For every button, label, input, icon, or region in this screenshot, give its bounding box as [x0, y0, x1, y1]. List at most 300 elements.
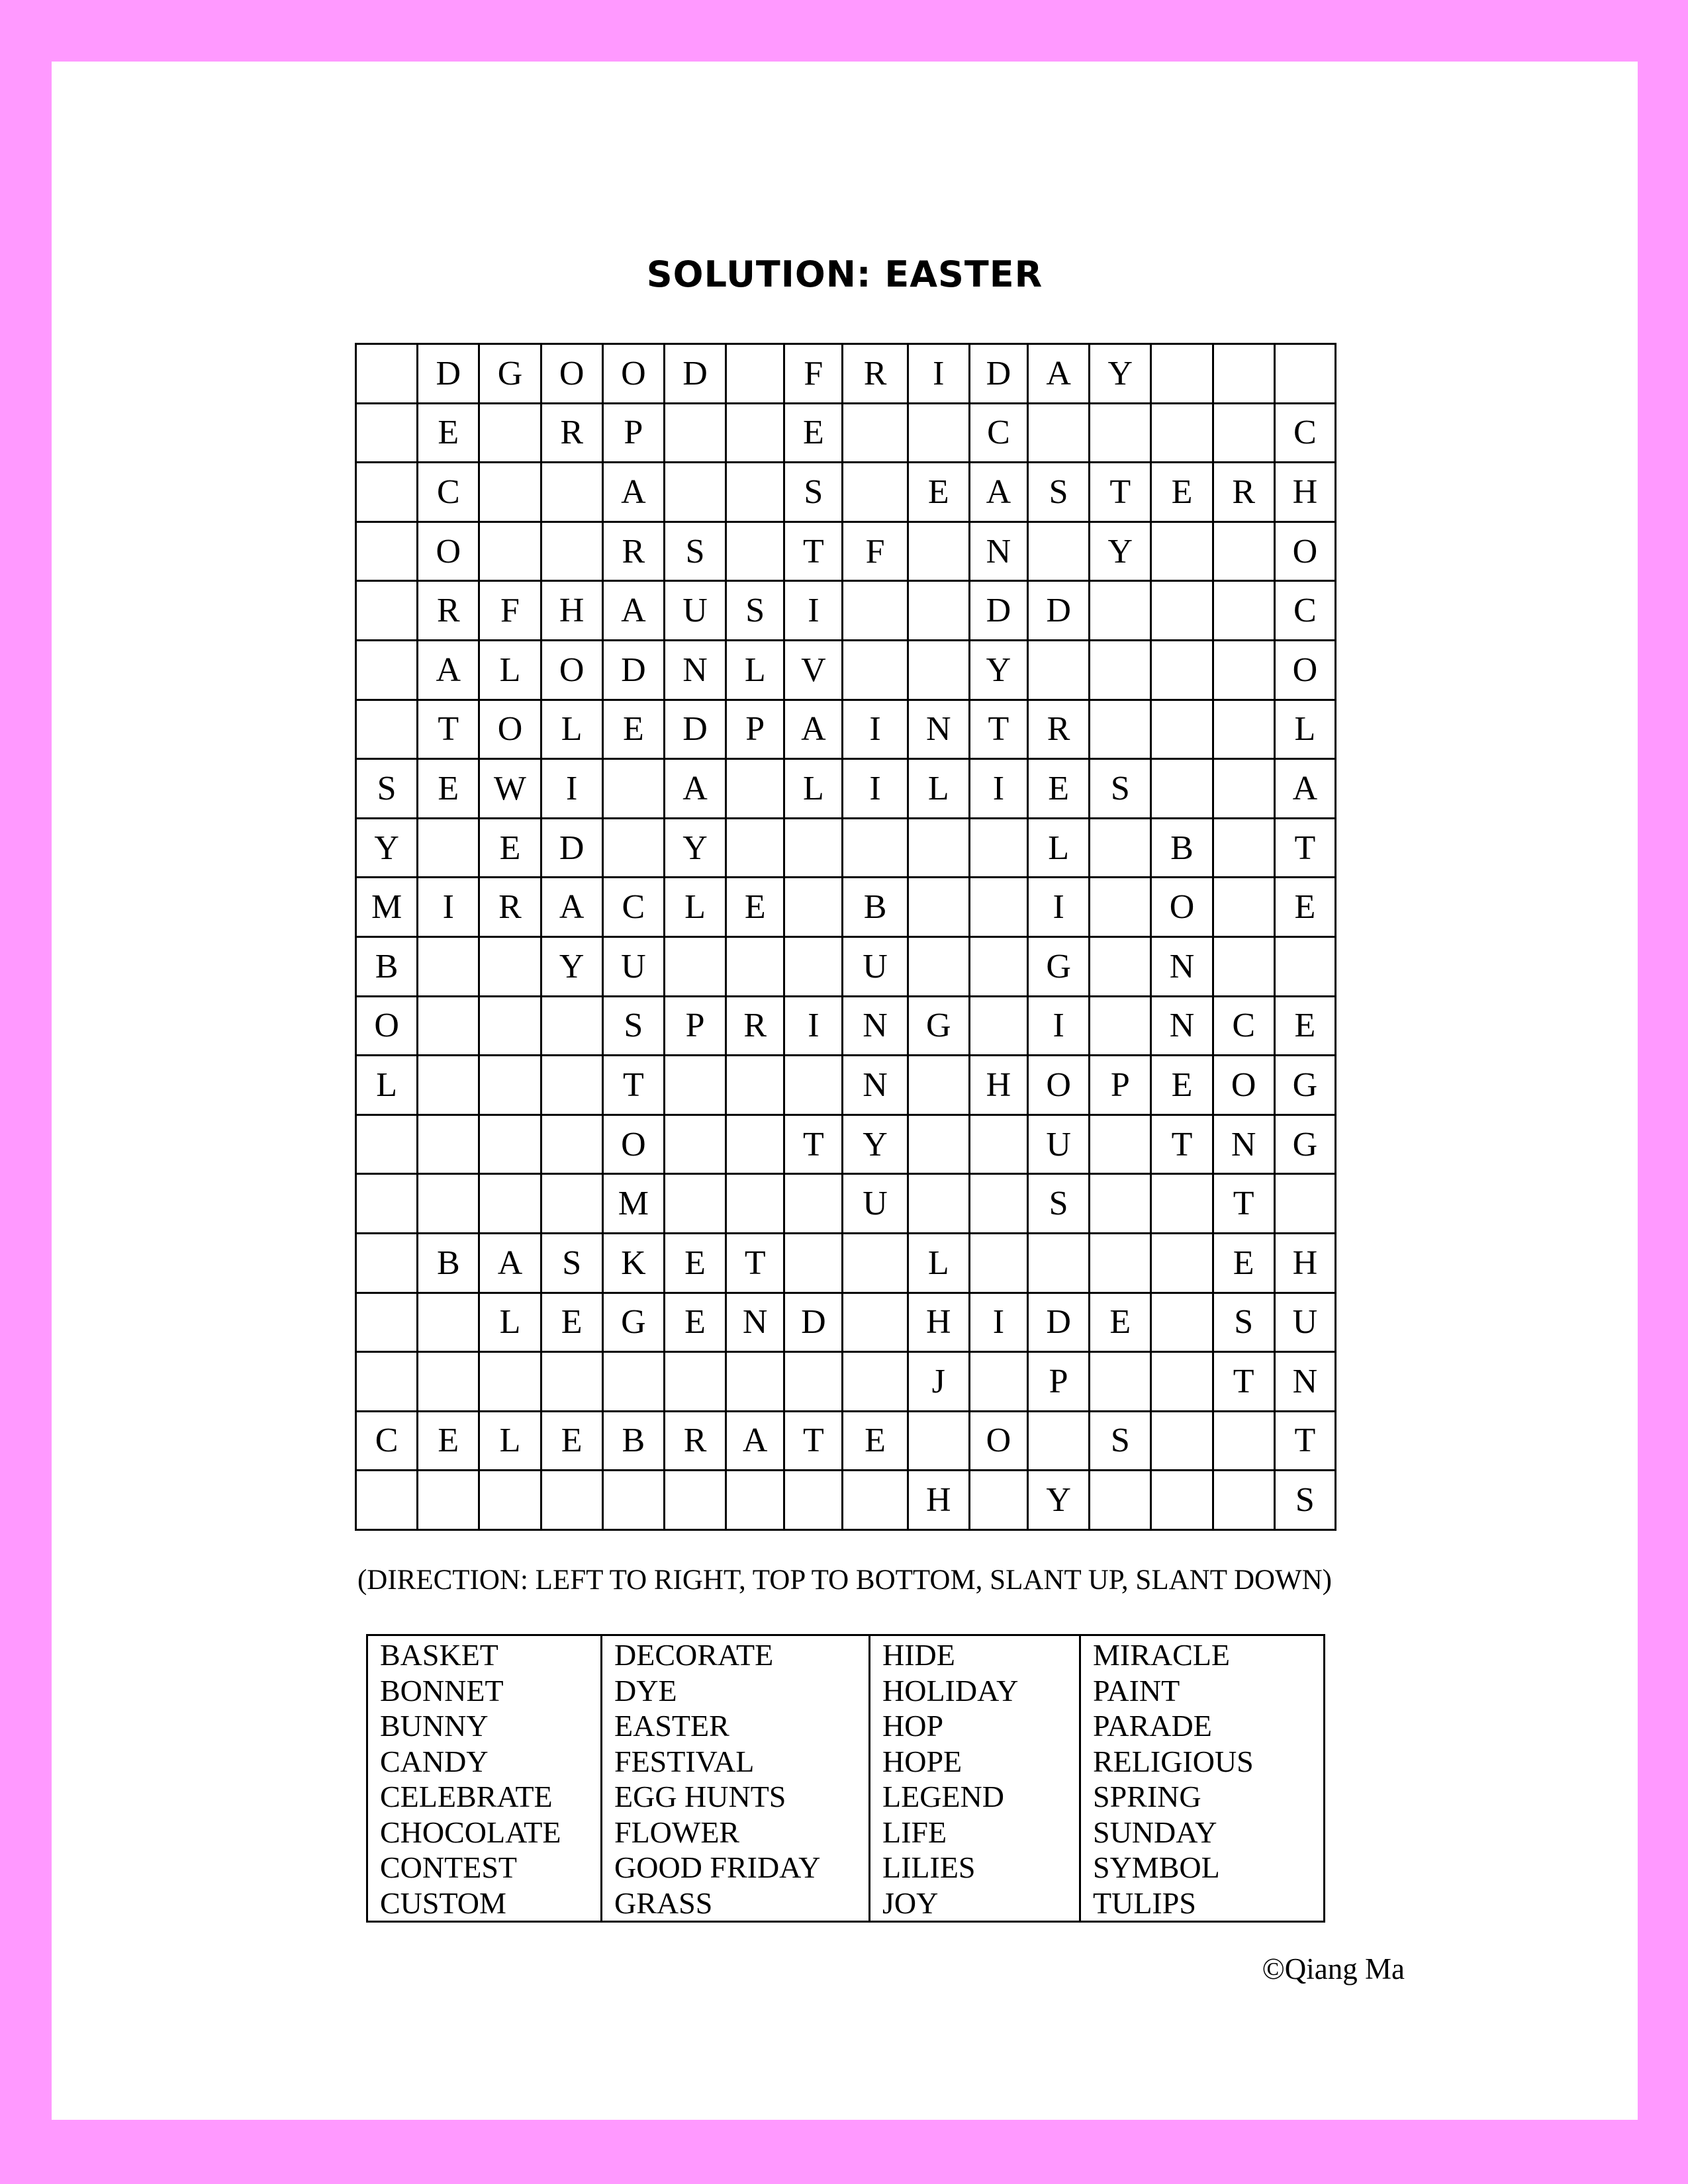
grid-cell: N — [1151, 936, 1213, 996]
grid-cell: H — [541, 581, 602, 641]
grid-cell: H — [908, 1471, 969, 1530]
grid-cell — [784, 1352, 843, 1412]
grid-cell — [479, 1056, 541, 1115]
grid-cell: O — [1151, 878, 1213, 937]
grid-cell: S — [726, 581, 784, 641]
grid-cell: E — [418, 1411, 479, 1471]
grid-cell — [1028, 640, 1090, 700]
word-list-item: JOY — [882, 1886, 939, 1920]
word-list-item: DYE — [614, 1673, 677, 1707]
grid-cell — [602, 1352, 664, 1412]
grid-cell: G — [1274, 1115, 1335, 1174]
grid-cell — [843, 403, 908, 463]
grid-cell: S — [1090, 759, 1151, 819]
grid-cell: E — [664, 1293, 726, 1352]
grid-cell — [908, 1411, 969, 1471]
grid-cell — [1151, 1471, 1213, 1530]
grid-cell: E — [418, 759, 479, 819]
grid-cell: I — [784, 996, 843, 1056]
grid-cell: E — [1213, 1233, 1274, 1293]
grid-cell: I — [969, 759, 1027, 819]
grid-cell: E — [541, 1293, 602, 1352]
grid-cell: N — [843, 996, 908, 1056]
grid-cell: N — [1213, 1115, 1274, 1174]
grid-cell: O — [541, 344, 602, 404]
grid-cell — [908, 878, 969, 937]
grid-cell: U — [664, 581, 726, 641]
grid-cell: A — [479, 1233, 541, 1293]
grid-cell: E — [1274, 996, 1335, 1056]
grid-cell — [356, 1293, 418, 1352]
grid-cell — [908, 1174, 969, 1234]
word-list-item: GOOD FRIDAY — [614, 1850, 821, 1884]
grid-cell — [1090, 1233, 1151, 1293]
grid-cell: T — [784, 522, 843, 581]
word-list-column — [367, 1635, 602, 1922]
grid-cell — [356, 344, 418, 404]
grid-row — [356, 1293, 1336, 1352]
grid-cell: D — [664, 344, 726, 404]
grid-cell — [1151, 1233, 1213, 1293]
grid-cell — [1151, 759, 1213, 819]
grid-cell: Y — [1028, 1471, 1090, 1530]
grid-cell: A — [602, 581, 664, 641]
grid-cell: F — [843, 522, 908, 581]
grid-cell: I — [541, 759, 602, 819]
grid-cell — [541, 1115, 602, 1174]
grid-cell: B — [356, 936, 418, 996]
grid-cell — [664, 1056, 726, 1115]
grid-cell — [726, 403, 784, 463]
grid-cell: T — [969, 700, 1027, 759]
grid-cell: W — [479, 759, 541, 819]
grid-cell — [908, 936, 969, 996]
grid-cell: Y — [664, 818, 726, 878]
grid-cell — [541, 996, 602, 1056]
grid-cell: R — [726, 996, 784, 1056]
grid-cell — [908, 1115, 969, 1174]
grid-cell — [1274, 936, 1335, 996]
grid-cell — [726, 759, 784, 819]
word-list-item: CANDY — [380, 1744, 489, 1778]
grid-cell: S — [1028, 463, 1090, 522]
grid-cell: G — [908, 996, 969, 1056]
grid-cell: G — [479, 344, 541, 404]
grid-cell: Y — [1090, 522, 1151, 581]
grid-cell — [908, 818, 969, 878]
grid-cell — [1213, 700, 1274, 759]
grid-cell: B — [1151, 818, 1213, 878]
grid-cell: A — [1274, 759, 1335, 819]
word-list-item: EGG HUNTS — [614, 1780, 786, 1813]
grid-cell: B — [843, 878, 908, 937]
grid-cell — [1151, 344, 1213, 404]
grid-cell: A — [1028, 344, 1090, 404]
grid-cell: S — [1274, 1471, 1335, 1530]
grid-row — [356, 403, 1336, 463]
grid-cell: L — [479, 1411, 541, 1471]
grid-cell: R — [664, 1411, 726, 1471]
grid-cell: E — [1151, 463, 1213, 522]
grid-cell — [479, 1174, 541, 1234]
grid-cell: H — [1274, 1233, 1335, 1293]
grid-cell — [1213, 818, 1274, 878]
word-list-item: CUSTOM — [380, 1886, 506, 1920]
grid-cell — [969, 1115, 1027, 1174]
grid-cell: O — [969, 1411, 1027, 1471]
grid-cell: S — [1028, 1174, 1090, 1234]
grid-cell — [356, 463, 418, 522]
grid-cell: H — [969, 1056, 1027, 1115]
grid-cell — [541, 1174, 602, 1234]
grid-row — [356, 818, 1336, 878]
grid-cell: Y — [843, 1115, 908, 1174]
grid-cell — [602, 1471, 664, 1530]
grid-cell — [1090, 581, 1151, 641]
grid-cell — [726, 522, 784, 581]
grid-cell: B — [602, 1411, 664, 1471]
grid-cell — [1151, 522, 1213, 581]
grid-cell — [1090, 818, 1151, 878]
grid-cell — [969, 878, 1027, 937]
grid-cell — [1028, 1233, 1090, 1293]
grid-cell: T — [1090, 463, 1151, 522]
word-list-item: HOPE — [882, 1744, 962, 1778]
grid-cell: E — [784, 403, 843, 463]
grid-cell: E — [664, 1233, 726, 1293]
grid-cell: L — [726, 640, 784, 700]
grid-cell: N — [1274, 1352, 1335, 1412]
grid-cell: I — [908, 344, 969, 404]
grid-cell — [1151, 640, 1213, 700]
grid-cell — [479, 1471, 541, 1530]
grid-cell: T — [726, 1233, 784, 1293]
grid-row — [356, 700, 1336, 759]
grid-cell — [726, 936, 784, 996]
grid-cell — [969, 1471, 1027, 1530]
word-list-item: EASTER — [614, 1709, 729, 1743]
grid-cell: N — [664, 640, 726, 700]
grid-cell: A — [969, 463, 1027, 522]
grid-cell: O — [1274, 640, 1335, 700]
grid-cell — [418, 1115, 479, 1174]
grid-cell — [664, 1174, 726, 1234]
grid-cell — [602, 759, 664, 819]
grid-cell — [664, 403, 726, 463]
grid-cell: R — [541, 403, 602, 463]
grid-cell — [418, 1471, 479, 1530]
grid-cell: N — [908, 700, 969, 759]
grid-cell: J — [908, 1352, 969, 1412]
grid-cell: Y — [356, 818, 418, 878]
grid-cell: I — [1028, 996, 1090, 1056]
grid-cell: I — [843, 759, 908, 819]
grid-cell: L — [356, 1056, 418, 1115]
grid-cell — [479, 996, 541, 1056]
grid-cell — [1028, 522, 1090, 581]
grid-cell: L — [908, 759, 969, 819]
grid-cell — [843, 640, 908, 700]
word-list-item: MIRACLE — [1093, 1638, 1230, 1672]
grid-cell: H — [1274, 463, 1335, 522]
grid-cell: R — [418, 581, 479, 641]
grid-cell: E — [843, 1411, 908, 1471]
grid-cell: R — [843, 344, 908, 404]
grid-cell — [1090, 936, 1151, 996]
grid-cell — [1090, 403, 1151, 463]
grid-cell — [1151, 581, 1213, 641]
grid-cell — [1151, 1352, 1213, 1412]
direction-note: (DIRECTION: LEFT TO RIGHT, TOP TO BOTTOM, SLANT UP, SLANT DOWN) — [357, 1565, 1333, 1596]
word-list-item: FLOWER — [614, 1815, 740, 1849]
grid-cell: L — [479, 640, 541, 700]
grid-cell — [541, 522, 602, 581]
grid-cell: I — [969, 1293, 1027, 1352]
grid-cell — [726, 818, 784, 878]
grid-cell — [969, 936, 1027, 996]
grid-cell — [1213, 344, 1274, 404]
grid-cell — [726, 1056, 784, 1115]
grid-cell — [1090, 700, 1151, 759]
page-title: SOLUTION: EASTER — [646, 253, 1043, 295]
grid-cell: O — [602, 1115, 664, 1174]
grid-cell — [356, 700, 418, 759]
grid-cell: G — [1028, 936, 1090, 996]
grid-cell: V — [784, 640, 843, 700]
grid-cell — [356, 1352, 418, 1412]
word-list-item: PARADE — [1093, 1709, 1212, 1743]
grid-cell — [726, 1471, 784, 1530]
grid-cell — [664, 1352, 726, 1412]
word-list-table — [366, 1634, 1325, 1923]
grid-cell: I — [784, 581, 843, 641]
word-list-item: LILIES — [882, 1850, 976, 1884]
grid-cell — [908, 522, 969, 581]
grid-cell: S — [602, 996, 664, 1056]
grid-cell — [784, 1174, 843, 1234]
grid-cell — [356, 581, 418, 641]
grid-cell: L — [908, 1233, 969, 1293]
grid-cell: T — [1213, 1174, 1274, 1234]
grid-cell — [969, 1352, 1027, 1412]
grid-row — [356, 1411, 1336, 1471]
grid-cell: I — [1028, 878, 1090, 937]
word-list-item: BONNET — [380, 1673, 504, 1707]
grid-cell: E — [1274, 878, 1335, 937]
grid-cell — [1151, 1411, 1213, 1471]
grid-cell: C — [969, 403, 1027, 463]
grid-cell: C — [1274, 581, 1335, 641]
grid-cell: S — [541, 1233, 602, 1293]
grid-cell — [1213, 759, 1274, 819]
grid-cell — [843, 1471, 908, 1530]
grid-cell: A — [726, 1411, 784, 1471]
grid-cell — [418, 1174, 479, 1234]
grid-cell: N — [969, 522, 1027, 581]
grid-cell: D — [1028, 581, 1090, 641]
grid-cell: E — [726, 878, 784, 937]
grid-cell: U — [1274, 1293, 1335, 1352]
grid-cell — [479, 1115, 541, 1174]
grid-cell: U — [843, 936, 908, 996]
grid-cell: D — [1028, 1293, 1090, 1352]
word-list-column — [870, 1635, 1080, 1922]
grid-cell — [843, 1233, 908, 1293]
grid-cell — [908, 1056, 969, 1115]
word-list-item: SYMBOL — [1093, 1850, 1220, 1884]
grid-cell — [726, 463, 784, 522]
grid-row — [356, 1056, 1336, 1115]
word-list-column — [602, 1635, 870, 1922]
grid-cell — [1151, 403, 1213, 463]
grid-cell: R — [602, 522, 664, 581]
grid-cell — [1028, 403, 1090, 463]
grid-cell: C — [602, 878, 664, 937]
grid-cell: P — [726, 700, 784, 759]
grid-cell: D — [418, 344, 479, 404]
grid-cell — [1090, 1352, 1151, 1412]
grid-cell — [541, 1471, 602, 1530]
grid-cell: D — [969, 344, 1027, 404]
grid-cell — [969, 996, 1027, 1056]
grid-cell: E — [418, 403, 479, 463]
grid-cell — [664, 936, 726, 996]
grid-cell: O — [541, 640, 602, 700]
grid-cell: A — [602, 463, 664, 522]
grid-cell: S — [784, 463, 843, 522]
grid-cell — [1090, 640, 1151, 700]
grid-cell: D — [664, 700, 726, 759]
word-list-row — [367, 1635, 1325, 1922]
grid-cell — [1090, 996, 1151, 1056]
grid-cell: O — [1274, 522, 1335, 581]
word-list-item: BASKET — [380, 1638, 498, 1672]
grid-row — [356, 344, 1336, 404]
grid-cell — [726, 1115, 784, 1174]
grid-cell: R — [1028, 700, 1090, 759]
grid-row — [356, 1352, 1336, 1412]
word-list-item: CONTEST — [380, 1850, 517, 1884]
grid-cell: D — [784, 1293, 843, 1352]
grid-cell: C — [356, 1411, 418, 1471]
grid-cell: U — [602, 936, 664, 996]
grid-cell — [1028, 1411, 1090, 1471]
grid-cell: A — [664, 759, 726, 819]
grid-cell — [541, 463, 602, 522]
grid-cell — [726, 344, 784, 404]
grid-cell: H — [908, 1293, 969, 1352]
grid-cell: S — [664, 522, 726, 581]
grid-cell: T — [1213, 1352, 1274, 1412]
grid-row — [356, 1471, 1336, 1530]
grid-cell: N — [726, 1293, 784, 1352]
word-list-item: LEGEND — [882, 1780, 1004, 1813]
grid-cell: L — [664, 878, 726, 937]
word-list-item: CHOCOLATE — [380, 1815, 561, 1849]
grid-row — [356, 936, 1336, 996]
grid-cell: A — [541, 878, 602, 937]
grid-cell: E — [1090, 1293, 1151, 1352]
grid-cell — [664, 1115, 726, 1174]
word-list-item: SUNDAY — [1093, 1815, 1217, 1849]
grid-cell — [1213, 936, 1274, 996]
grid-cell: T — [1274, 1411, 1335, 1471]
grid-cell: D — [969, 581, 1027, 641]
grid-cell: E — [1028, 759, 1090, 819]
grid-cell — [1213, 1411, 1274, 1471]
grid-row — [356, 1115, 1336, 1174]
grid-cell — [784, 936, 843, 996]
word-list-item: PAINT — [1093, 1673, 1180, 1707]
grid-cell — [1090, 1471, 1151, 1530]
grid-row — [356, 463, 1336, 522]
worksheet-page — [52, 62, 1638, 2120]
grid-row — [356, 878, 1336, 937]
grid-cell — [1213, 878, 1274, 937]
grid-cell: T — [418, 700, 479, 759]
grid-cell — [356, 1233, 418, 1293]
word-list-item: TULIPS — [1093, 1886, 1196, 1920]
grid-cell: N — [843, 1056, 908, 1115]
grid-cell — [969, 818, 1027, 878]
grid-cell — [664, 463, 726, 522]
word-list-item: GRASS — [614, 1886, 713, 1920]
grid-cell — [479, 936, 541, 996]
grid-cell: T — [602, 1056, 664, 1115]
grid-cell — [1213, 581, 1274, 641]
grid-cell — [1090, 1174, 1151, 1234]
grid-cell — [784, 1056, 843, 1115]
grid-cell — [356, 640, 418, 700]
grid-cell — [1090, 878, 1151, 937]
grid-cell: C — [1274, 403, 1335, 463]
grid-cell: P — [1090, 1056, 1151, 1115]
grid-cell: I — [418, 878, 479, 937]
grid-cell — [908, 640, 969, 700]
grid-cell: C — [418, 463, 479, 522]
word-list-item: HOP — [882, 1709, 944, 1743]
word-list-column — [1080, 1635, 1325, 1922]
grid-cell: L — [784, 759, 843, 819]
grid-cell: O — [479, 700, 541, 759]
grid-cell: P — [1028, 1352, 1090, 1412]
grid-cell — [479, 403, 541, 463]
grid-cell: A — [418, 640, 479, 700]
grid-cell — [1274, 1174, 1335, 1234]
grid-cell: L — [541, 700, 602, 759]
grid-cell — [418, 818, 479, 878]
grid-cell: C — [1213, 996, 1274, 1056]
grid-cell — [1090, 1115, 1151, 1174]
grid-cell: S — [356, 759, 418, 819]
grid-cell: D — [602, 640, 664, 700]
word-list-item: FESTIVAL — [614, 1744, 755, 1778]
grid-cell — [418, 1352, 479, 1412]
grid-cell: L — [479, 1293, 541, 1352]
grid-cell: U — [843, 1174, 908, 1234]
grid-cell: E — [479, 818, 541, 878]
grid-cell: U — [1028, 1115, 1090, 1174]
grid-cell — [602, 818, 664, 878]
grid-cell: P — [664, 996, 726, 1056]
grid-cell: Y — [1090, 344, 1151, 404]
grid-cell: O — [418, 522, 479, 581]
grid-cell: T — [784, 1115, 843, 1174]
grid-row — [356, 996, 1336, 1056]
grid-cell: S — [1090, 1411, 1151, 1471]
word-list-item: HIDE — [882, 1638, 955, 1672]
grid-cell: B — [418, 1233, 479, 1293]
